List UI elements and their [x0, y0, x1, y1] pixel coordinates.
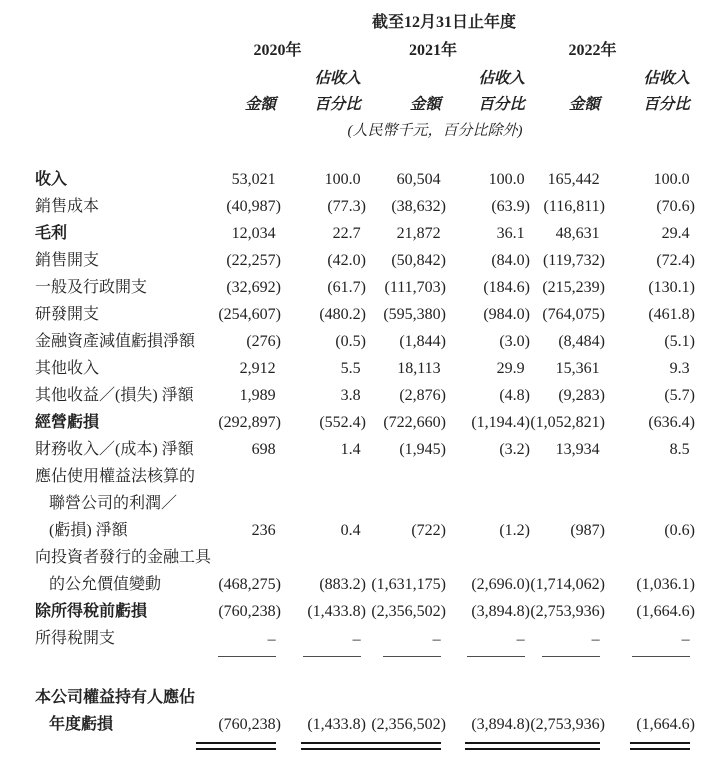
row-label-line: 收入	[35, 171, 68, 188]
col-header-pct-of-revenue-2021-line2: 百分比	[478, 96, 525, 113]
amount-cell: (116,811)	[543, 198, 605, 215]
amount-cell: 1,989	[239, 387, 276, 404]
amount-cell: (40,987)	[226, 198, 281, 215]
amount-cell: –	[366, 626, 446, 657]
table-row	[35, 382, 695, 409]
amount-cell: 698	[251, 441, 276, 458]
amount-cell: –	[215, 626, 281, 657]
row-label-line: 銷售成本	[35, 198, 100, 215]
table-row	[35, 328, 695, 355]
row-label-line: 應佔使用權益法核算的	[35, 468, 196, 485]
table-body	[35, 166, 695, 750]
row-label-line: 毛利	[35, 225, 68, 242]
pct-cell: 3.8	[340, 387, 361, 404]
row-label-line: 所得稅開支	[35, 630, 116, 647]
amount-cell: (2,356,502)	[366, 711, 446, 750]
amount-cell: (8,484)	[558, 333, 605, 350]
table-row	[35, 247, 695, 274]
table-row	[35, 684, 695, 750]
pct-cell: (184.6)	[483, 279, 530, 296]
total-double-rule	[630, 742, 690, 750]
pct-cell: 8.5	[669, 441, 690, 458]
amount-cell: (760,238)	[215, 711, 281, 750]
year-header-2020: 2020年	[253, 42, 302, 59]
amount-cell: 53,021	[231, 171, 276, 188]
row-label	[35, 166, 215, 193]
amount-cell: (32,692)	[226, 279, 281, 296]
amount-cell: 2,912	[239, 360, 276, 377]
pct-cell: (130.1)	[648, 279, 695, 296]
table-row	[35, 274, 695, 301]
pct-cell: (1,433.8)	[307, 603, 366, 620]
amount-cell: 15,361	[555, 360, 600, 377]
income-statement-table	[35, 10, 695, 750]
total-double-rule	[301, 742, 361, 750]
total-double-rule	[465, 742, 525, 750]
pct-cell: 100.0	[488, 171, 525, 188]
total-double-rule	[520, 742, 600, 750]
pct-cell: (3.2)	[499, 441, 530, 458]
col-header-pct-of-revenue-2020-line2: 百分比	[314, 96, 361, 113]
row-label-line: 其他收入	[35, 360, 100, 377]
amount-cell: 60,504	[396, 171, 441, 188]
pct-cell: (84.0)	[491, 252, 530, 269]
table-row	[35, 598, 695, 625]
row-label	[35, 382, 215, 409]
pct-cell: (3.0)	[499, 333, 530, 350]
row-label	[35, 409, 215, 436]
pct-cell: (3,894.8)	[446, 711, 530, 750]
row-label	[35, 247, 215, 274]
pct-cell: (2,696.0)	[471, 576, 530, 593]
table-row	[35, 355, 695, 382]
row-label-line: 銷售開支	[35, 252, 100, 269]
table-row	[35, 301, 695, 328]
pct-cell: (4.8)	[499, 387, 530, 404]
amount-cell: (292,897)	[218, 414, 281, 431]
pct-cell: –	[446, 626, 530, 657]
amount-cell: (1,631,175)	[371, 576, 446, 593]
row-label-line: (虧損) 淨額	[49, 522, 128, 539]
row-label-line: 一般及行政開支	[35, 279, 148, 296]
row-label	[35, 436, 215, 463]
table-row	[35, 166, 695, 193]
subtotal-rule	[467, 656, 525, 657]
amount-cell: (2,753,936)	[530, 603, 605, 620]
amount-cell: 13,934	[555, 441, 600, 458]
pct-cell: (480.2)	[319, 306, 366, 323]
amount-cell: (722,660)	[383, 414, 446, 431]
amount-cell: (1,714,062)	[530, 576, 605, 593]
col-header-pct-of-revenue-2021-line1: 佔收入	[478, 70, 525, 87]
pct-cell: (552.4)	[319, 414, 366, 431]
table-row	[35, 220, 695, 247]
amount-cell: (119,732)	[542, 252, 605, 269]
table-row	[35, 544, 695, 598]
amount-cell: (111,703)	[384, 279, 446, 296]
amount-cell: 12,034	[231, 225, 276, 242]
table-title-text: 截至12月31日止年度	[371, 14, 516, 31]
amount-cell: (1,945)	[399, 441, 446, 458]
amount-cell: (2,876)	[399, 387, 446, 404]
pct-cell: 36.1	[496, 225, 525, 242]
table-row	[35, 625, 695, 657]
row-label	[35, 598, 215, 625]
row-label-line: 的公允價值變動	[49, 576, 162, 593]
pct-cell: 100.0	[324, 171, 361, 188]
pct-cell: (636.4)	[648, 414, 695, 431]
pct-cell: 1.4	[340, 441, 361, 458]
total-double-rule	[361, 742, 441, 750]
table-row	[35, 193, 695, 220]
row-label	[35, 301, 215, 328]
pct-cell: 9.3	[669, 360, 690, 377]
subtotal-rule	[632, 656, 690, 657]
pct-cell: (1,433.8)	[281, 711, 366, 750]
pct-cell: 5.5	[340, 360, 361, 377]
amount-cell: (468,275)	[218, 576, 281, 593]
table-row	[35, 463, 695, 544]
amount-cell: (764,075)	[542, 306, 605, 323]
amount-cell: (1,052,821)	[530, 414, 605, 431]
row-label	[35, 274, 215, 301]
row-label-line: 向投資者發行的金融工具	[35, 549, 212, 566]
amount-cell: –	[530, 626, 605, 657]
row-label-line: 財務收入／(成本) 淨額	[35, 441, 194, 458]
pct-cell: (3,894.8)	[471, 603, 530, 620]
col-header-pct-of-revenue-2022-line1: 佔收入	[643, 70, 690, 87]
amount-cell: 21,872	[396, 225, 441, 242]
total-double-rule	[196, 742, 276, 750]
row-label	[35, 328, 215, 355]
currency-note: (人民幣千元，百分比除外)	[347, 123, 523, 139]
table-row	[35, 409, 695, 436]
amount-cell: (215,239)	[542, 279, 605, 296]
pct-cell: (1,194.4)	[471, 414, 530, 431]
row-label-line: 本公司權益持有人應佔	[35, 689, 196, 706]
table-title	[204, 9, 684, 32]
amount-cell: (22,257)	[226, 252, 281, 269]
amount-cell: (987)	[570, 522, 605, 539]
pct-cell: (1,664.6)	[605, 711, 695, 750]
pct-cell: (5.1)	[664, 333, 695, 350]
pct-cell: 29.9	[496, 360, 525, 377]
amount-cell: (2,753,936)	[530, 711, 605, 750]
row-label	[35, 355, 215, 382]
pct-cell: (1.2)	[499, 522, 530, 539]
subtotal-rule	[542, 656, 600, 657]
pct-cell: –	[605, 626, 695, 657]
col-header-amount-2021: 金額	[409, 96, 441, 113]
pct-cell: (461.8)	[648, 306, 695, 323]
amount-cell: (595,380)	[383, 306, 446, 323]
pct-cell: (0.6)	[664, 522, 695, 539]
row-label	[35, 544, 215, 598]
row-label	[35, 684, 215, 750]
row-label-line: 研發開支	[35, 306, 100, 323]
amount-cell: 18,113	[397, 360, 441, 377]
year-header-2021: 2021年	[408, 42, 457, 59]
col-header-amount-2020: 金額	[244, 96, 276, 113]
amount-cell: (1,844)	[399, 333, 446, 350]
pct-cell: (72.4)	[656, 252, 695, 269]
row-label	[35, 463, 215, 544]
row-label-line: 其他收益／(損失) 淨額	[35, 387, 194, 404]
amount-cell: (722)	[411, 522, 446, 539]
amount-cell: 236	[251, 522, 276, 539]
amount-cell: (760,238)	[218, 603, 281, 620]
amount-cell: 48,631	[555, 225, 600, 242]
col-header-pct-of-revenue-2022-line2: 百分比	[643, 96, 690, 113]
pct-cell: (0.5)	[335, 333, 366, 350]
row-label-line: 除所得稅前虧損	[35, 603, 148, 620]
pct-cell: (63.9)	[491, 198, 530, 215]
pct-cell: (61.7)	[327, 279, 366, 296]
row-label	[35, 220, 215, 247]
pct-cell: (70.6)	[656, 198, 695, 215]
row-label-line: 金融資產減值虧損淨額	[35, 333, 196, 350]
subtotal-rule	[383, 656, 441, 657]
row-label	[35, 193, 215, 220]
pct-cell: –	[281, 626, 366, 657]
pct-cell: (984.0)	[483, 306, 530, 323]
col-header-pct-of-revenue-2020-line1: 佔收入	[314, 70, 361, 87]
table-header	[35, 10, 695, 140]
amount-cell: 165,442	[547, 171, 600, 188]
pct-cell: (1,664.6)	[636, 603, 695, 620]
subtotal-rule	[303, 656, 361, 657]
table-row	[35, 436, 695, 463]
pct-cell: (77.3)	[327, 198, 366, 215]
amount-cell: (2,356,502)	[371, 603, 446, 620]
row-label-line: 聯營公司的利潤／	[49, 495, 178, 512]
amount-cell: (254,607)	[218, 306, 281, 323]
pct-cell: (1,036.1)	[636, 576, 695, 593]
pct-cell: (5.7)	[664, 387, 695, 404]
pct-cell: 0.4	[340, 522, 361, 539]
amount-cell: (50,842)	[391, 252, 446, 269]
row-label-line: 年度虧損	[49, 716, 114, 733]
amount-cell: (9,283)	[558, 387, 605, 404]
amount-cell: (38,632)	[391, 198, 446, 215]
pct-cell: 100.0	[653, 171, 690, 188]
year-header-2022: 2022年	[568, 42, 617, 59]
row-label	[35, 625, 215, 657]
subtotal-rule	[218, 656, 276, 657]
pct-cell: (42.0)	[327, 252, 366, 269]
col-header-amount-2022: 金額	[568, 96, 600, 113]
amount-cell: (276)	[246, 333, 281, 350]
pct-cell: 22.7	[332, 225, 361, 242]
pct-cell: 29.4	[661, 225, 690, 242]
row-label-line: 經營虧損	[35, 414, 100, 431]
pct-cell: (883.2)	[319, 576, 366, 593]
